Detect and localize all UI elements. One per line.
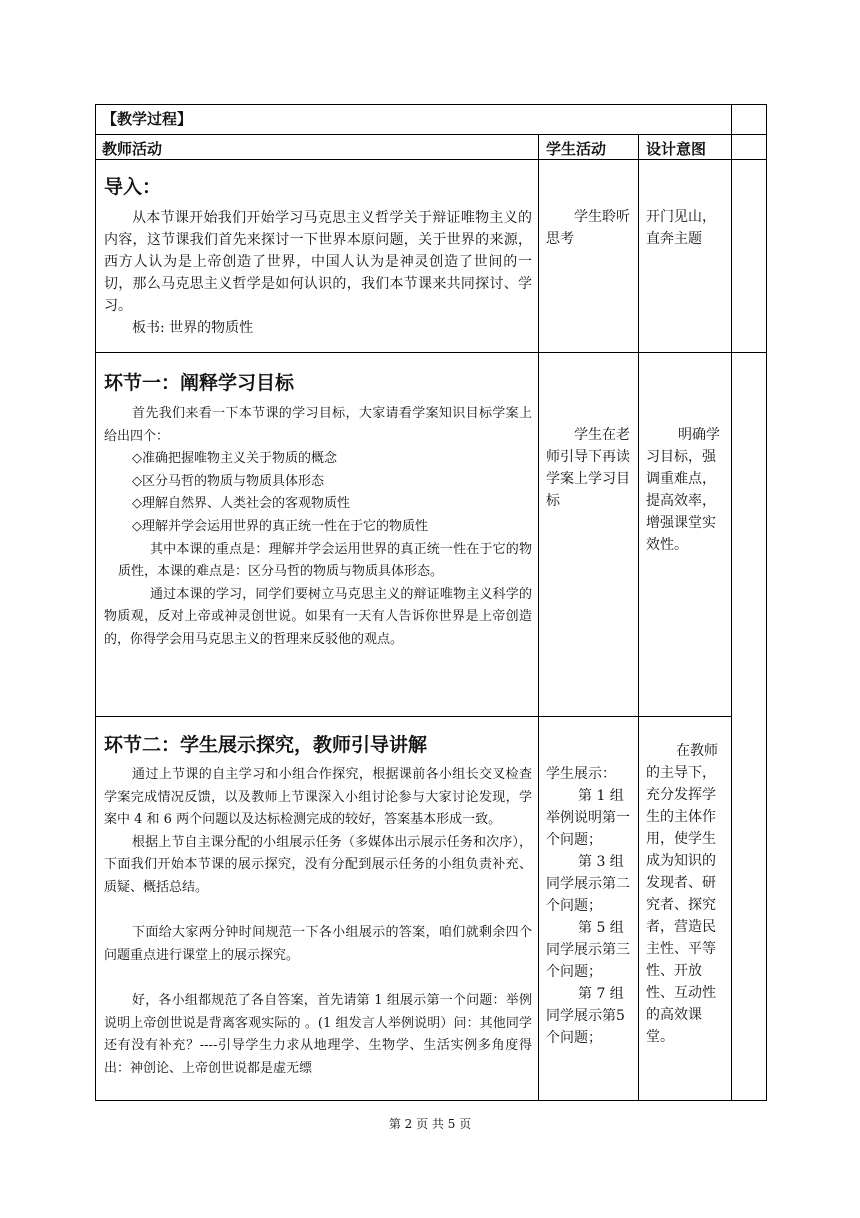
header-student-activity: 学生活动 bbox=[546, 140, 607, 158]
table-title: 【教学过程】 bbox=[102, 110, 193, 128]
step2-paragraph: 下面给大家两分钟时间规范一下各小组展示的答案，咱们就剩余四个问题重点进行课堂上的展示探究。 bbox=[104, 925, 532, 963]
table-rule bbox=[95, 134, 767, 135]
header-design-intent: 设计意图 bbox=[646, 140, 707, 158]
intro-board-note: 板书: 世界的物质性 bbox=[132, 320, 254, 336]
step2-paragraph: 好，各小组都规范了各自答案，首先请第 1 组展示第一个问题：举例说明上帝创世说是背离客观实际的 。(1 组发言人举例说明）问：其他同学还有没有补充？----引导学生力求从地理学、生物学、生活实例多角度得出：神创论、上帝创世说都是虚无缥 bbox=[104, 992, 532, 1076]
table-rule bbox=[731, 104, 732, 1101]
step1-goal: ◇理解并学会运用世界的真正统一性在于它的物质性 bbox=[132, 518, 428, 534]
step2-student-item: 第 1 组举例说明第一个问题； bbox=[546, 788, 630, 848]
step1-intro: 首先我们来看一下本节课的学习目标，大家请看学案知识目标学案上给出四个： bbox=[104, 406, 532, 444]
step1-student-activity: 学生在老师引导下再读学案上学习目标 bbox=[546, 427, 630, 509]
intro-paragraph: 从本节课开始我们开始学习马克思主义哲学关于辩证唯物主义的内容，这节课我们首先来探讨一下世界本原问题，关于世界的来源，西方人认为是上帝创造了世界，中国人认为是神灵创造了世间的一切，那么马克思主义哲学是如何认识的，我们本节课来共同探讨、学习。 bbox=[104, 210, 532, 314]
step2-body bbox=[104, 764, 532, 1080]
step1-body bbox=[104, 403, 532, 652]
table-rule bbox=[95, 1100, 767, 1101]
intro-design-intent bbox=[646, 206, 728, 250]
table-rule bbox=[95, 104, 767, 105]
step1-goal: ◇区分马哲的物质与物质具体形态 bbox=[132, 473, 324, 489]
intro-body bbox=[104, 207, 532, 339]
intro-heading: 导入： bbox=[104, 176, 162, 198]
intro-student-activity: 学生聆听思考 bbox=[546, 209, 630, 247]
table-rule bbox=[95, 159, 767, 160]
table-rule bbox=[95, 716, 732, 717]
step2-paragraph: 根据上节自主课分配的小组展示任务（多媒体出示展示任务和次序），下面我们开始本节课的展示探究，没有分配到展示任务的小组负责补充、质疑、概括总结。 bbox=[104, 834, 532, 895]
header-teacher-activity: 教师活动 bbox=[102, 140, 163, 158]
step2-student-item: 第 7 组同学展示第5个问题； bbox=[546, 986, 625, 1046]
step2-student-activity bbox=[546, 763, 632, 1049]
step2-paragraph: 通过上节课的自主学习和小组合作探究，根据课前各小组长交叉检查学案完成情况反馈，以及教师上节课深入小组讨论参与大家讨论发现，学案中 4 和 6 两个问题以及达标检测完成的较好，答案基本形成一致。 bbox=[104, 767, 532, 828]
page-footer: 第 2 页 共 5 页 bbox=[388, 1117, 472, 1131]
table-rule bbox=[766, 104, 767, 1101]
step1-goal: ◇理解自然界、人类社会的客观物质性 bbox=[132, 496, 350, 512]
table-rule bbox=[638, 134, 639, 1101]
table-rule bbox=[95, 104, 96, 1101]
intro-design-line: 开门见山， bbox=[646, 209, 716, 225]
step1-key-points: 其中本课的重点是：理解并学会运用世界的真正统一性在于它的物质性，本课的难点是：区分马哲的物质与物质具体形态。 bbox=[118, 541, 532, 580]
step2-design-intent: 在教师的主导下，充分发挥学生的主体作用，使学生成为知识的发现者、研究者、探究者，营造民主性、平等性、开放性、互动性的高效课堂。 bbox=[646, 743, 718, 1045]
table-rule bbox=[538, 134, 539, 1101]
step1-heading: 环节一：阐释学习目标 bbox=[104, 372, 295, 394]
step2-student-label: 学生展示： bbox=[546, 766, 616, 782]
intro-design-line: 直奔主题 bbox=[646, 231, 702, 247]
step1-goal: ◇准确把握唯物主义关于物质的概念 bbox=[132, 451, 337, 467]
step2-student-item: 第 5 组同学展示第三个问题； bbox=[546, 920, 630, 980]
table-rule bbox=[95, 352, 767, 353]
step2-heading: 环节二：学生展示探究，教师引导讲解 bbox=[104, 734, 428, 756]
step1-purpose: 通过本课的学习，同学们要树立马克思主义的辩证唯物主义科学的物质观，反对上帝或神灵创世说。如果有一天有人告诉你世界是上帝创造的，你得学会用马克思主义的哲理来反驳他的观点。 bbox=[104, 586, 532, 647]
step1-design-intent: 明确学习目标，强调重难点，提高效率，增强课堂实效性。 bbox=[646, 427, 720, 553]
step2-student-item: 第 3 组同学展示第二个问题； bbox=[546, 854, 630, 914]
